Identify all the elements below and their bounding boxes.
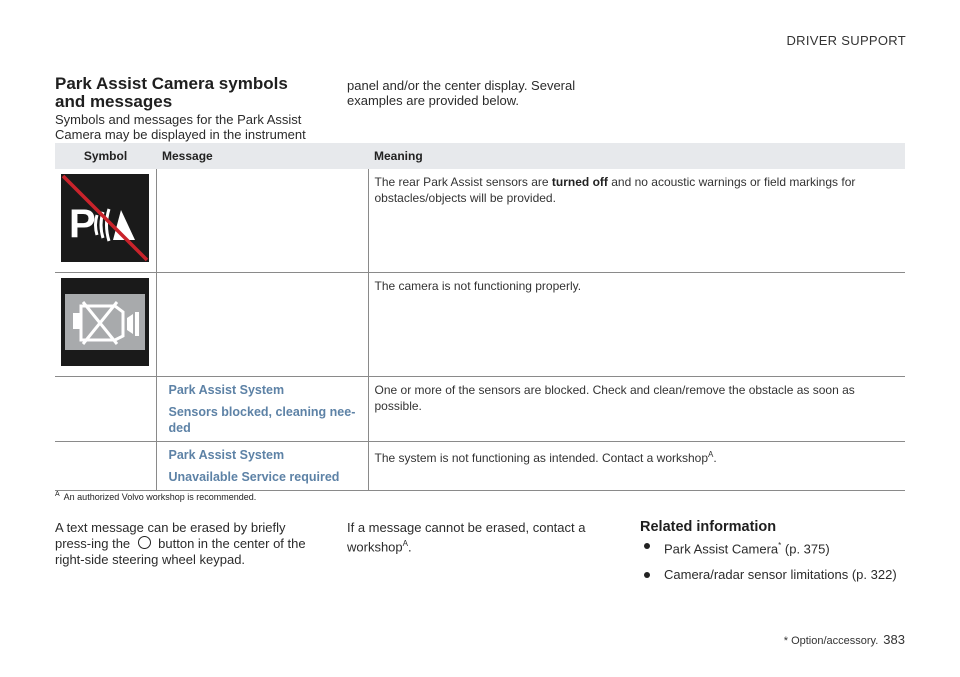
body-text-contact-workshop: If a message cannot be erased, contact a workshop$^A$. (347, 520, 586, 555)
related-link-park-assist-camera[interactable]: Park Assist Camera* (p. 375) (640, 538, 897, 557)
intro-text-part1: Symbols and messages for the Park Assist Camera may be displayed in the instrument (55, 112, 306, 142)
symbol-cell (55, 442, 156, 491)
message-detail: Unavailable Service required (168, 470, 340, 484)
meaning-cell: The system is not functioning as intended. Contact a workshop$^A$. (368, 442, 905, 491)
message-title: Park Assist System (168, 383, 285, 397)
bullet-icon (644, 572, 650, 578)
message-title: Park Assist System (168, 448, 285, 462)
body-text-erase-message: A text message can be erased by briefly press-ing the button in the center of the right-side steering wheel keypad. (55, 520, 306, 567)
table-row (55, 442, 905, 491)
column-header-message: Message (156, 143, 368, 169)
column-header-meaning: Meaning (368, 143, 905, 169)
table-row (55, 273, 905, 377)
footnote-reference: A (402, 539, 408, 548)
related-link-sensor-limitations[interactable]: Camera/radar sensor limitations (p. 322) (640, 567, 897, 583)
page-title: Park Assist Camera symbols and messages (55, 74, 288, 111)
meaning-cell: The rear Park Assist sensors are turned off and no acoustic warnings or field markings for obstacles/objects will be provided. (368, 169, 905, 273)
message-cell (156, 442, 368, 491)
table-row (55, 169, 905, 273)
meaning-cell: One or more of the sensors are blocked. Check and clean/remove the obstacle as soon as possible. (368, 377, 905, 442)
related-information-list (640, 538, 897, 593)
message-detail: Sensors blocked, cleaning nee-ded (168, 405, 356, 435)
symbol-cell (55, 169, 156, 273)
bullet-icon (644, 543, 650, 549)
header-section-title: DRIVER SUPPORT (786, 33, 906, 48)
table-row (55, 377, 905, 442)
footnote-text: An authorized Volvo workshop is recommended. (63, 492, 257, 502)
footnote-reference: A (708, 450, 714, 459)
symbol-cell (55, 377, 156, 442)
intro-text-part2: panel and/or the center display. Several examples are provided below. (347, 78, 576, 108)
message-cell (156, 273, 368, 377)
symbols-messages-table (55, 143, 905, 491)
page-footer (784, 632, 905, 647)
option-accessory-note: * Option/accessory. (783, 635, 879, 647)
park-assist-off-icon (61, 174, 149, 262)
table-header-row (55, 143, 905, 169)
meaning-cell: The camera is not functioning properly. (368, 273, 905, 377)
camera-malfunction-icon (61, 278, 149, 366)
message-cell (156, 169, 368, 273)
footnote-marker: A (55, 491, 60, 498)
related-information-heading: Related information (640, 519, 777, 535)
circle-button-icon (138, 536, 151, 549)
svg-text:P: P (69, 202, 96, 246)
symbol-cell (55, 273, 156, 377)
table-footnote (55, 491, 256, 502)
message-cell (156, 377, 368, 442)
page-number: 383 (883, 632, 905, 647)
column-header-symbol: Symbol (55, 143, 156, 169)
